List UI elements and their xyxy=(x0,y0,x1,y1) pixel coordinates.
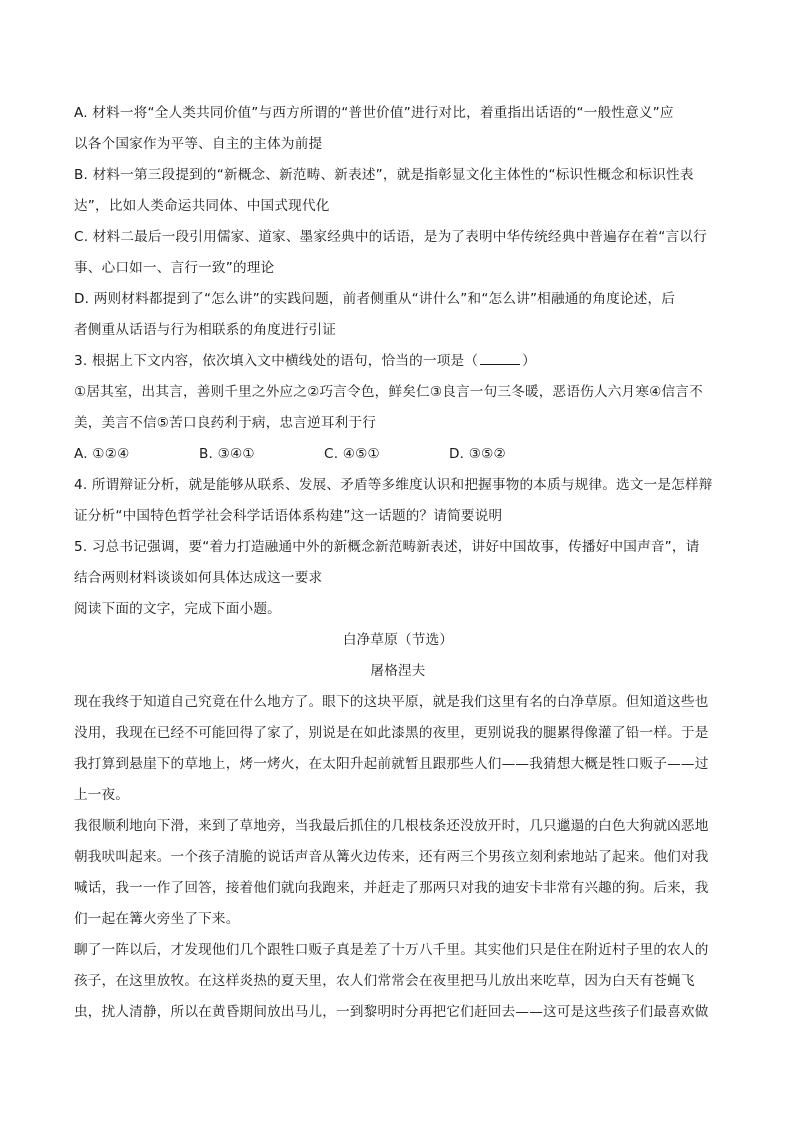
story-paragraph-line: 孩子，在这里放牧。在这样炎热的夏天里，农人们常常会在夜里把马儿放出来吃草，因为白天有苍蝇飞 xyxy=(74,973,695,989)
option-a-line: 以各个国家作为平等、自主的主体为前提 xyxy=(74,136,323,152)
question-4: 证分析“中国特色哲学社会科学话语体系构建”这一话题的？请简要说明 xyxy=(74,508,503,524)
option-b-line: 达”，比如人类命运共同体、中国式现代化 xyxy=(74,198,330,214)
story-paragraph-line: 我打算到悬崖下的草地上，烤一烤火，在太阳升起前就暂且跟那些人们——我猜想大概是牲口贩子——过 xyxy=(74,756,709,772)
answer-blank[interactable] xyxy=(480,352,520,365)
option-d-line: D. 两则材料都提到了“怎么讲”的实践问题，前者侧重从“讲什么”和“怎么讲”相融通的角度论述，后 xyxy=(74,291,676,307)
story-title: 白净草原（节选） xyxy=(342,632,454,648)
story-paragraph-line: 喊话，我一一作了回答，接着他们就向我跑来，并赶走了那两只对我的迪安卡非常有兴趣的狗。后来，我 xyxy=(74,880,709,896)
question-3-options xyxy=(74,439,722,470)
question-3-stem-text: 3. 根据上下文内容，依次填入文中横线处的语句，恰当的一项是（ xyxy=(74,353,479,369)
document-body xyxy=(74,98,722,1028)
story-paragraph-line: 聊了一阵以后，才发现他们几个跟牲口贩子真是差了十万八千里。其实他们只是住在附近村子里的农人的 xyxy=(74,942,709,958)
option-d-line: 者侧重从话语与行为相联系的角度进行引证 xyxy=(74,322,337,338)
question-5: 5. 习总书记强调，要“着力打造融通中外的新概念新范畴新表述，讲好中国故事，传播好中国声音”，请 xyxy=(74,539,700,555)
question-3-stem xyxy=(74,346,722,377)
story-paragraph-line: 朝我吠叫起来。一个孩子清脆的说话声音从篝火边传来，还有两三个男孩立刻利索地站了起来。他们对我 xyxy=(74,849,709,865)
option-c-line: C. 材料二最后一段引用儒家、道家、墨家经典中的话语，是为了表明中华传统经典中普遍存在着“言以行 xyxy=(74,229,707,245)
story-paragraph-line: 虫，扰人清静，所以在黄昏期间放出马儿，一到黎明时分再把它们赶回去——这可是这些孩子们最喜欢做 xyxy=(74,1004,709,1020)
option-b-line: B. 材料一第三段提到的“新概念、新范畴、新表述”，就是指彰显文化主体性的“标识性概念和标识性表 xyxy=(74,167,694,183)
question-5: 结合两则材料谈谈如何具体达成这一要求 xyxy=(74,570,323,586)
reading-instruction: 阅读下面的文字，完成下面小题。 xyxy=(74,601,281,617)
option-a-line: A. 材料一将“全人类共同价值”与西方所谓的“普世价值”进行对比，着重指出话语的“一般性意义”应 xyxy=(74,105,674,121)
story-paragraph-line: 现在我终于知道自己究竟在什么地方了。眼下的这块平原，就是我们这里有名的白净草原。但知道这些也 xyxy=(74,694,709,710)
question-3-items: 美，美言不信⑤苦口良药利于病，忠言逆耳利于行 xyxy=(74,415,377,431)
question-3-stem-close: ） xyxy=(522,353,536,369)
question-3-option-b: B. ③④① xyxy=(199,446,255,462)
story-paragraph-line: 上一夜。 xyxy=(74,787,130,803)
story-paragraph-line: 没用，我现在已经不可能回得了家了，别说是在如此漆黑的夜里，更别说我的腿累得像灌了铅一样。于是 xyxy=(74,725,709,741)
story-paragraph-line: 我很顺利地向下滑，来到了草地旁，当我最后抓住的几根枝条还没放开时，几只邋遢的白色大狗就凶恶地 xyxy=(74,818,709,834)
question-3-option-a: A. ①②④ xyxy=(74,446,130,462)
question-3-items: ①居其室，出其言，善则千里之外应之②巧言令色，鲜矣仁③良言一句三冬暖，恶语伤人六月寒④信言不 xyxy=(74,384,703,400)
story-author: 屠格涅夫 xyxy=(370,663,426,679)
question-4: 4. 所谓辩证分析，就是能够从联系、发展、矛盾等多维度认识和把握事物的本质与规律。选文一是怎样辩 xyxy=(74,477,713,493)
story-paragraph-line: 们一起在篝火旁坐了下来。 xyxy=(74,911,240,927)
question-3-option-d: D. ③⑤② xyxy=(449,446,506,462)
question-3-option-c: C. ④⑤① xyxy=(324,446,380,462)
option-c-line: 事、心口如一、言行一致”的理论 xyxy=(74,260,275,276)
